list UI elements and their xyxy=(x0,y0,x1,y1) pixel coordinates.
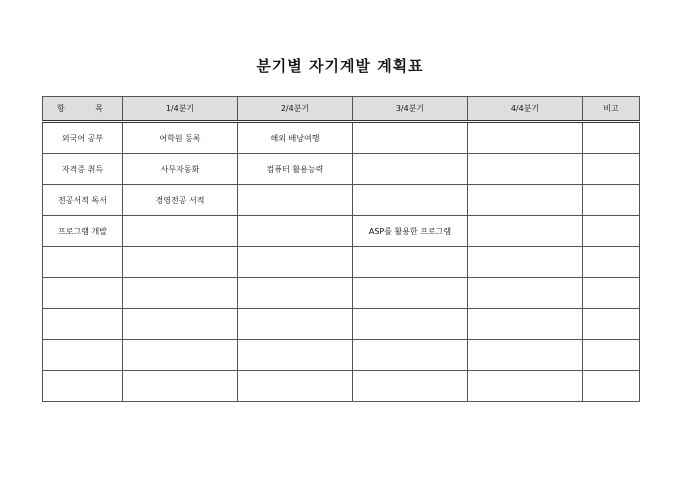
cell-q4 xyxy=(468,216,583,247)
cell-q4 xyxy=(468,154,583,185)
cell-item xyxy=(43,371,123,402)
cell-q2 xyxy=(238,278,353,309)
development-plan-table xyxy=(42,96,640,402)
cell-q4 xyxy=(468,278,583,309)
table-row xyxy=(43,154,640,185)
cell-q3 xyxy=(353,122,468,154)
cell-q4 xyxy=(468,185,583,216)
cell-q4 xyxy=(468,309,583,340)
cell-q4 xyxy=(468,247,583,278)
cell-item: 자격증 취득 xyxy=(43,154,123,185)
cell-q3 xyxy=(353,154,468,185)
cell-q3 xyxy=(353,247,468,278)
cell-note xyxy=(583,247,640,278)
header-q3: 3/4분기 xyxy=(353,97,468,122)
cell-q2 xyxy=(238,309,353,340)
cell-q1: 어학원 등록 xyxy=(123,122,238,154)
cell-note xyxy=(583,122,640,154)
cell-q1 xyxy=(123,278,238,309)
cell-item xyxy=(43,340,123,371)
table-row xyxy=(43,122,640,154)
cell-item: 프로그램 개발 xyxy=(43,216,123,247)
document-title: 분기별 자기계발 계획표 xyxy=(256,57,424,75)
cell-q2: 해외 배낭여행 xyxy=(238,122,353,154)
table-row xyxy=(43,185,640,216)
cell-q1 xyxy=(123,216,238,247)
table-row xyxy=(43,309,640,340)
cell-note xyxy=(583,309,640,340)
header-note: 비고 xyxy=(583,97,640,122)
header-q2: 2/4분기 xyxy=(238,97,353,122)
cell-q3 xyxy=(353,371,468,402)
cell-q1: 사무자동화 xyxy=(123,154,238,185)
cell-q2 xyxy=(238,216,353,247)
cell-q4 xyxy=(468,122,583,154)
cell-q1: 경영전공 서적 xyxy=(123,185,238,216)
cell-note xyxy=(583,371,640,402)
cell-item: 전공서적 독서 xyxy=(43,185,123,216)
cell-q3 xyxy=(353,309,468,340)
table-row xyxy=(43,278,640,309)
cell-note xyxy=(583,216,640,247)
header-item: 항 목 xyxy=(43,97,123,122)
cell-item: 외국어 공부 xyxy=(43,122,123,154)
cell-q4 xyxy=(468,340,583,371)
cell-q2 xyxy=(238,247,353,278)
cell-q1 xyxy=(123,340,238,371)
cell-q3 xyxy=(353,185,468,216)
cell-note xyxy=(583,278,640,309)
cell-item xyxy=(43,247,123,278)
cell-q1 xyxy=(123,247,238,278)
cell-q3 xyxy=(353,340,468,371)
cell-q2: 컴퓨터 활용능력 xyxy=(238,154,353,185)
table-row xyxy=(43,340,640,371)
header-q4: 4/4분기 xyxy=(468,97,583,122)
cell-q3: ASP를 활용한 프로그램 xyxy=(353,216,468,247)
cell-q4 xyxy=(468,371,583,402)
table-row xyxy=(43,216,640,247)
table-header-row xyxy=(43,97,640,122)
cell-q2 xyxy=(238,371,353,402)
cell-note xyxy=(583,185,640,216)
header-q1: 1/4분기 xyxy=(123,97,238,122)
cell-note xyxy=(583,154,640,185)
cell-q1 xyxy=(123,309,238,340)
cell-item xyxy=(43,309,123,340)
cell-item xyxy=(43,278,123,309)
table-row xyxy=(43,371,640,402)
cell-note xyxy=(583,340,640,371)
cell-q2 xyxy=(238,340,353,371)
table-row xyxy=(43,247,640,278)
cell-q2 xyxy=(238,185,353,216)
cell-q3 xyxy=(353,278,468,309)
cell-q1 xyxy=(123,371,238,402)
